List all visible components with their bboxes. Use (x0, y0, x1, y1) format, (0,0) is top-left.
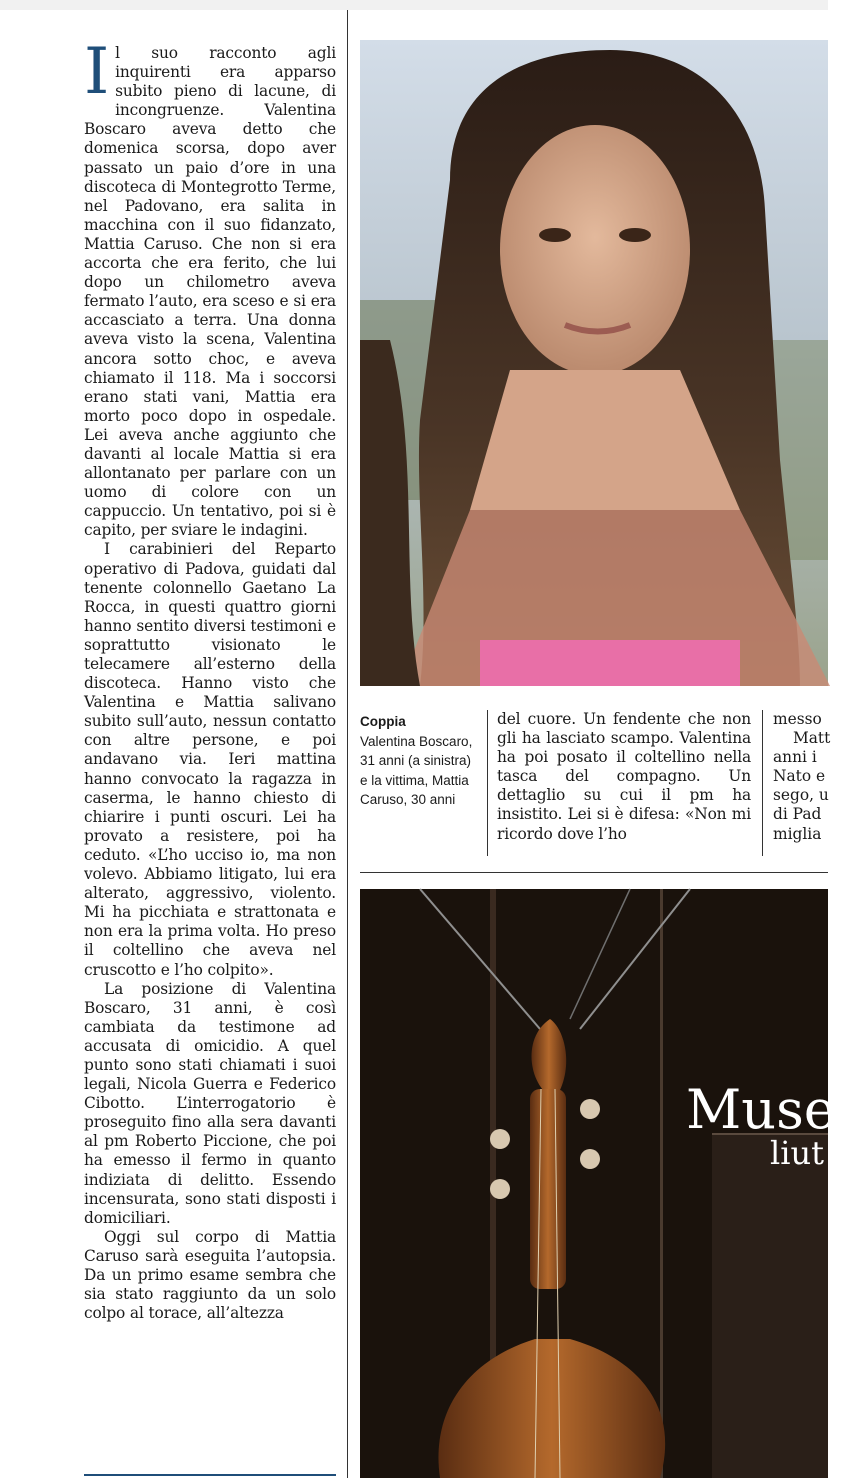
column-line: di Pad (773, 805, 822, 824)
bottom-rule (84, 1474, 336, 1476)
section-divider (360, 872, 828, 873)
caption-title: Coppia (360, 714, 406, 729)
article-paragraph: La posizione di Valentina Boscaro, 31 anni, è così cambiata da testimone ad accusata di omicidio. A quel punto sono stati chiamati i suoi legali, Nicola Guerra e Federico Cibotto. L’interrogatorio è proseguito fino alla sera davanti al pm Roberto Piccione, che poi ha emesso il fermo in quanto indiziata di delitto. Essendo incensurata, sono stati disposti i domiciliari. (84, 979, 336, 1227)
portrait-illustration (360, 40, 828, 686)
article-paragraph: Oggi sul corpo di Mattia Caruso sarà eseguita l’autopsia. Da un primo esame sembra che sia stato raggiunto da un solo colpo al torace, all’altezza (84, 1227, 336, 1323)
column-line: Matt (793, 729, 831, 748)
article-column-3 (773, 710, 831, 844)
caption-text: Valentina Boscaro, 31 anni (a sinistra) e la vittima, Mattia Caruso, 30 anni (360, 733, 473, 807)
museum-subtitle: liut (770, 1134, 824, 1172)
article-column-2 (497, 710, 751, 844)
portrait-photo (360, 40, 828, 686)
column-divider-right (762, 710, 763, 856)
caption-divider (487, 710, 488, 856)
article-paragraph: Il suo racconto agli inquirenti era apparso subito pieno di lacune, di incongruenze. Valentina Boscaro aveva detto che domenica scorsa, dopo aver passato un paio d’ore in una discoteca di Montegrotto Terme, nel Padovano, era salita in macchina con il suo fidanzato, Mattia Caruso. Che non si era accorta che era ferito, che lui dopo un chilometro aveva fermato l’auto, era sceso e si era accasciato a terra. Una donna aveva visto la scena, Valentina ancora sotto choc, e aveva chiamato il 118. Ma i soccorsi erano stati vani, Mattia era morto poco dopo in ospedale. Lei aveva anche aggiunto che davanti al locale Mattia si era allontanato per parlare con un uomo di colore con un cappuccio. Un tentativo, poi si è capito, per sviare le indagini. (84, 35, 336, 540)
museum-title: Museo (686, 1078, 868, 1141)
top-strip (0, 0, 828, 10)
column-line: Nato e (773, 767, 826, 786)
column-line: messo (773, 710, 822, 728)
column-line: anni i (773, 748, 817, 767)
column-line: sego, u (773, 786, 829, 805)
article-paragraph: I carabinieri del Reparto operativo di Padova, guidati dal tenente colonnello Gaetano La Rocca, in questi quattro giorni hanno sentito diversi testimoni e soprattutto visionato le telecamere all’esterno della discoteca. Hanno visto che Valentina e Mattia salivano subito sull’auto, nessun contatto con altre persone, e poi andavano via. Ieri mattina hanno convocato la ragazza in caserma, le hanno chiesto di chiarire i punti oscuri. Lei ha provato a resistere, poi ha ceduto. «L’ho ucciso io, ma non volevo. Abbiamo litigato, lui era alterato, aggressivo, violento. Mi ha picchiata e strattonata e non era la prima volta. Ho preso il coltellino che aveva nel cruscotto e l’ho colpito». (84, 540, 336, 979)
column-divider (347, 10, 348, 1478)
column-line: miglia (773, 824, 822, 843)
article-column-1 (84, 35, 336, 1323)
article-paragraph: del cuore. Un fendente che non gli ha lasciato scampo. Valentina ha poi posato il coltellino nella tasca del compagno. Un dettaglio su cui il pm ha insistito. Lei si è difesa: «Non mi ricordo dove l’ho (497, 710, 751, 843)
museum-photo (360, 889, 828, 1478)
photo-caption (360, 712, 478, 810)
drop-cap: I (84, 35, 110, 109)
cello-illustration (360, 889, 828, 1478)
